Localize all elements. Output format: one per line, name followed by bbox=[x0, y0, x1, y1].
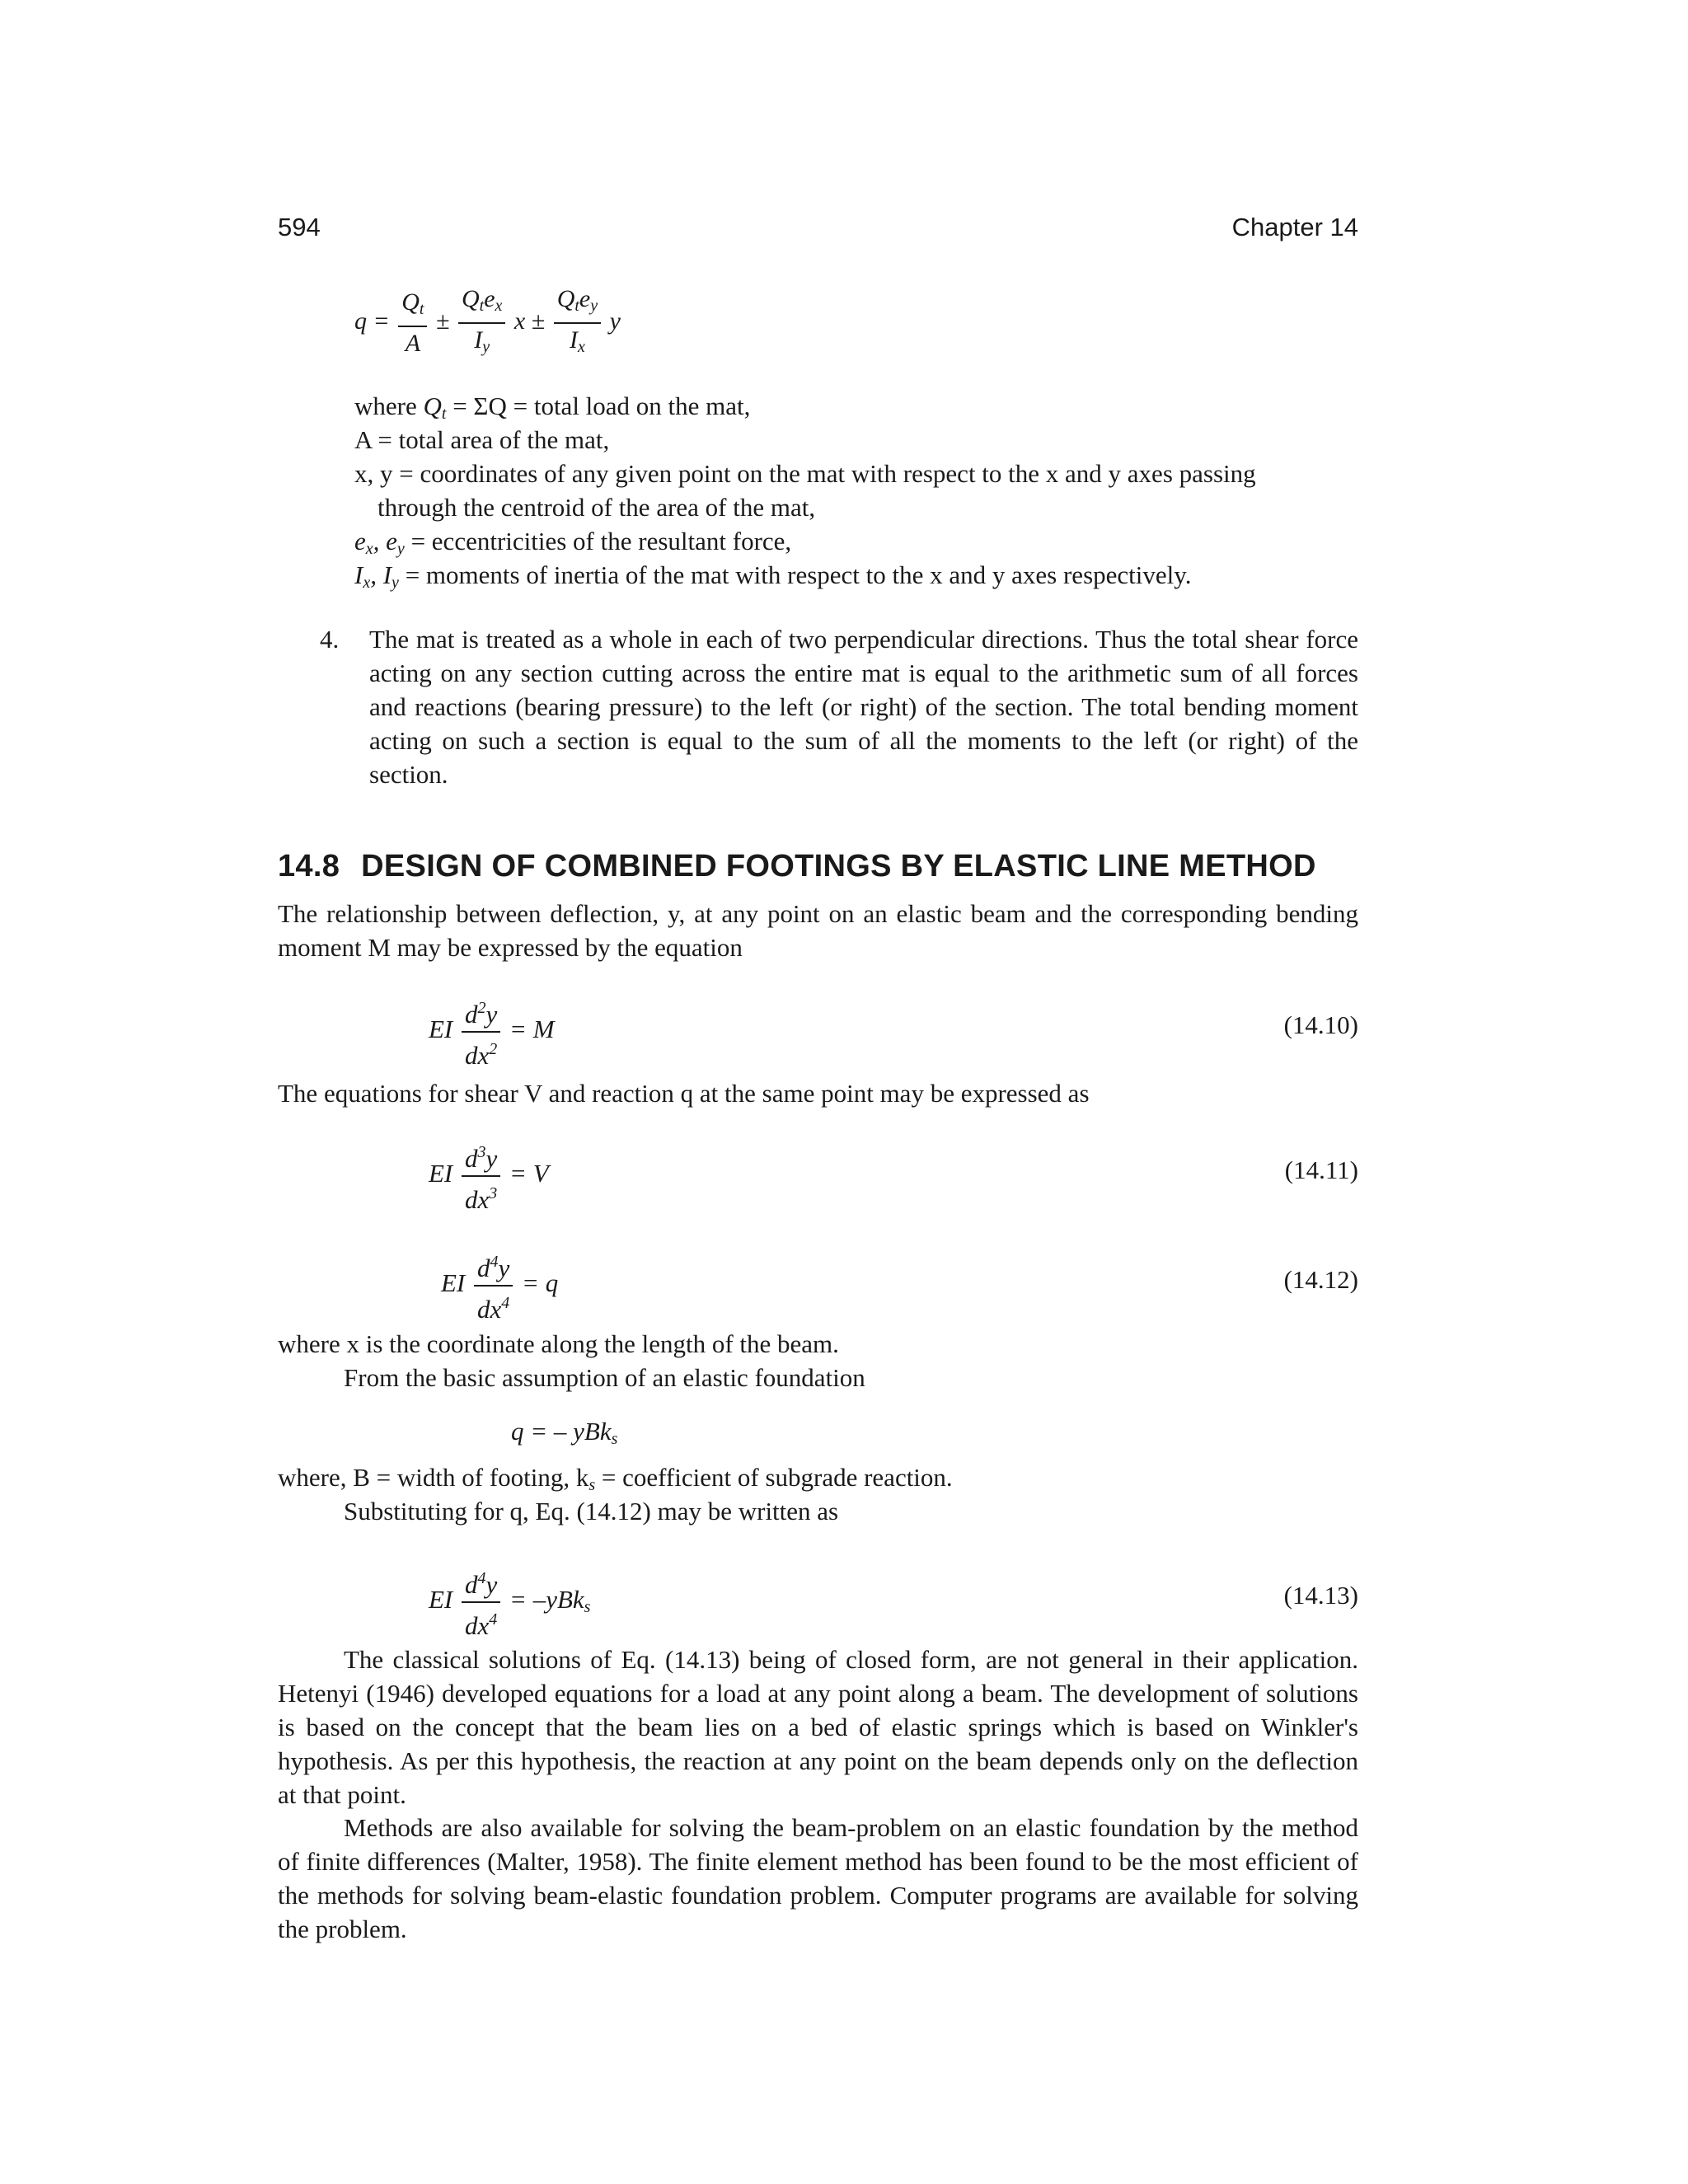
sub-t: t bbox=[419, 300, 424, 318]
definition-text: = moments of inertia of the mat with respect to the x and y axes respectively. bbox=[405, 560, 1192, 589]
sub-t2: t bbox=[479, 297, 485, 315]
item-4-text: The mat is treated as a whole in each of two perpendicular directions. Thus the total shear force acting on any section cutting across the entire mat is equal to the arithmetic sum of all forces and reactions (bearing pressure) to the left (or right) of the section. The total bending moment acting on such a section is equal to the sum of all the moments to the left (or right) of the section. bbox=[369, 625, 1358, 789]
sub-x2: x bbox=[577, 338, 585, 356]
symbol-q: Q bbox=[423, 391, 442, 420]
derivative-fraction bbox=[474, 1247, 513, 1324]
symbol-sub-x: x bbox=[365, 540, 373, 558]
num-power: 3 bbox=[477, 1143, 486, 1161]
sub-y2: y bbox=[590, 297, 598, 315]
eq-rhs: = –yBk bbox=[509, 1585, 584, 1615]
sub-x: x bbox=[495, 297, 503, 315]
section-title: DESIGN OF COMBINED FOOTINGS BY ELASTIC LINE METHOD bbox=[361, 849, 1316, 883]
symbol-sub-y: y bbox=[392, 574, 399, 592]
symbol-i1: I bbox=[354, 560, 363, 589]
definition-text: = ΣQ = total load on the mat, bbox=[452, 391, 751, 420]
num-e2: e bbox=[579, 285, 591, 312]
paragraph-substituting: Substituting for q, Eq. (14.12) may be written as bbox=[344, 1497, 839, 1526]
derivative-fraction bbox=[462, 1137, 500, 1215]
num-e: e bbox=[484, 285, 495, 312]
den-power: 3 bbox=[489, 1184, 498, 1202]
num-var: y bbox=[498, 1254, 510, 1282]
section-heading bbox=[278, 849, 1316, 884]
page-number: 594 bbox=[278, 213, 321, 241]
paragraph-shear: The equations for shear V and reaction q at the same point may be expressed as bbox=[278, 1079, 1090, 1108]
equation-14-12 bbox=[441, 1247, 558, 1324]
p5-sub: s bbox=[588, 1476, 596, 1494]
equation-14-10 bbox=[429, 993, 555, 1071]
num-q3: Q bbox=[556, 285, 575, 312]
equation-reaction bbox=[511, 1414, 617, 1456]
fraction-qtey-ix bbox=[554, 284, 601, 362]
paragraph-assumption: From the basic assumption of an elastic foundation bbox=[344, 1363, 865, 1392]
den-i2: I bbox=[569, 326, 578, 354]
num-q: Q bbox=[401, 288, 420, 316]
symbol-e2: , e bbox=[373, 527, 397, 555]
symbol-sub: t bbox=[441, 405, 447, 423]
num-power: 4 bbox=[477, 1569, 486, 1587]
section-number: 14.8 bbox=[278, 849, 340, 883]
paragraph-deflection: The relationship between deflection, y, at any point on an elastic beam and the corresponding bending moment M may be expressed by the equation bbox=[278, 899, 1358, 962]
num-var: y bbox=[485, 1000, 498, 1029]
num-d: d bbox=[465, 1570, 478, 1599]
eq-ei: EI bbox=[429, 1159, 453, 1188]
paragraph-coordinate: where x is the coordinate along the length of the beam. bbox=[278, 1329, 839, 1358]
symbol-e1: e bbox=[354, 527, 366, 555]
sub-t3: t bbox=[574, 297, 579, 315]
eq-sub: s bbox=[611, 1430, 618, 1448]
eq-lhs: q = bbox=[354, 307, 390, 335]
num-var: y bbox=[485, 1570, 498, 1599]
definition-xy-line2: through the centroid of the area of the mat, bbox=[377, 493, 816, 522]
num-d: d bbox=[465, 1144, 478, 1173]
equation-14-11 bbox=[429, 1137, 549, 1215]
eq-rhs: = M bbox=[509, 1015, 555, 1044]
paragraph-classical-solutions: The classical solutions of Eq. (14.13) being of closed form, are not general in their application. Hetenyi (1946) developed equations for a load at any point along a beam. The development of solutions is based on the concept that the beam lies on a bed of elastic springs which is based on Winkler's hypothesis. As per this hypothesis, the reaction at any point on the beam depends only on the deflection at that point. bbox=[278, 1645, 1358, 1809]
eq-rhs: = q bbox=[522, 1268, 559, 1298]
symbol-sub-x: x bbox=[363, 574, 371, 592]
paragraph-methods: Methods are also available for solving the beam-problem on an elastic foundation by the method of finite differences (Malter, 1958). The finite element method has been found to be the most efficient of the methods for solving beam-elastic foundation problem. Computer programs are available for solving the problem. bbox=[278, 1813, 1358, 1943]
mult-x-pm: x ± bbox=[513, 307, 546, 335]
eq-ei: EI bbox=[429, 1585, 453, 1615]
item-number: 4. bbox=[320, 625, 340, 654]
equation-14-13 bbox=[429, 1563, 590, 1641]
definition-ix-iy bbox=[354, 558, 1191, 600]
sub-y: y bbox=[482, 338, 490, 356]
den-power: 4 bbox=[501, 1294, 510, 1312]
eq-ei: EI bbox=[429, 1015, 453, 1044]
den-dx: dx bbox=[465, 1041, 490, 1070]
definition-text: = eccentricities of the resultant force, bbox=[410, 527, 792, 555]
eq-rhs-sub: s bbox=[584, 1598, 591, 1617]
num-var: y bbox=[485, 1144, 498, 1173]
p5-text-b: = coefficient of subgrade reaction. bbox=[595, 1463, 953, 1492]
equation-label: (14.10) bbox=[1283, 1010, 1358, 1039]
num-power: 4 bbox=[490, 1253, 499, 1271]
eq-text: q = – yBk bbox=[511, 1417, 612, 1446]
fraction-qtex-iy bbox=[458, 284, 505, 362]
derivative-fraction bbox=[462, 1563, 500, 1641]
definition-xy-line1: x, y = coordinates of any given point on the mat with respect to the x and y axes passing bbox=[354, 459, 1256, 488]
symbol-i2: , I bbox=[370, 560, 392, 589]
where-label: where bbox=[354, 391, 417, 420]
den-i: I bbox=[474, 326, 483, 354]
eq-ei: EI bbox=[441, 1268, 466, 1298]
num-power: 2 bbox=[477, 999, 486, 1017]
den-power: 2 bbox=[489, 1040, 498, 1058]
den-dx: dx bbox=[477, 1295, 502, 1324]
p5-text-a: where, B = width of footing, k bbox=[278, 1463, 589, 1492]
derivative-fraction bbox=[462, 993, 500, 1071]
den-dx: dx bbox=[465, 1611, 490, 1640]
chapter-label: Chapter 14 bbox=[1231, 213, 1358, 241]
equation-label: (14.11) bbox=[1284, 1155, 1358, 1184]
num-d: d bbox=[477, 1254, 490, 1282]
pressure-equation bbox=[354, 284, 621, 362]
equation-label: (14.12) bbox=[1283, 1265, 1358, 1294]
eq-tail: y bbox=[609, 307, 621, 335]
den-a: A bbox=[405, 330, 421, 357]
equation-label: (14.13) bbox=[1283, 1581, 1358, 1610]
fraction-qt-a bbox=[398, 288, 427, 359]
eq-rhs: = V bbox=[509, 1159, 549, 1188]
symbol-sub-y: y bbox=[396, 540, 405, 558]
num-d: d bbox=[465, 1000, 478, 1029]
num-q2: Q bbox=[461, 285, 480, 312]
den-power: 4 bbox=[489, 1610, 498, 1629]
definition-a: A = total area of the mat, bbox=[354, 425, 610, 454]
den-dx: dx bbox=[465, 1185, 490, 1214]
plus-minus-1: ± bbox=[435, 307, 450, 335]
